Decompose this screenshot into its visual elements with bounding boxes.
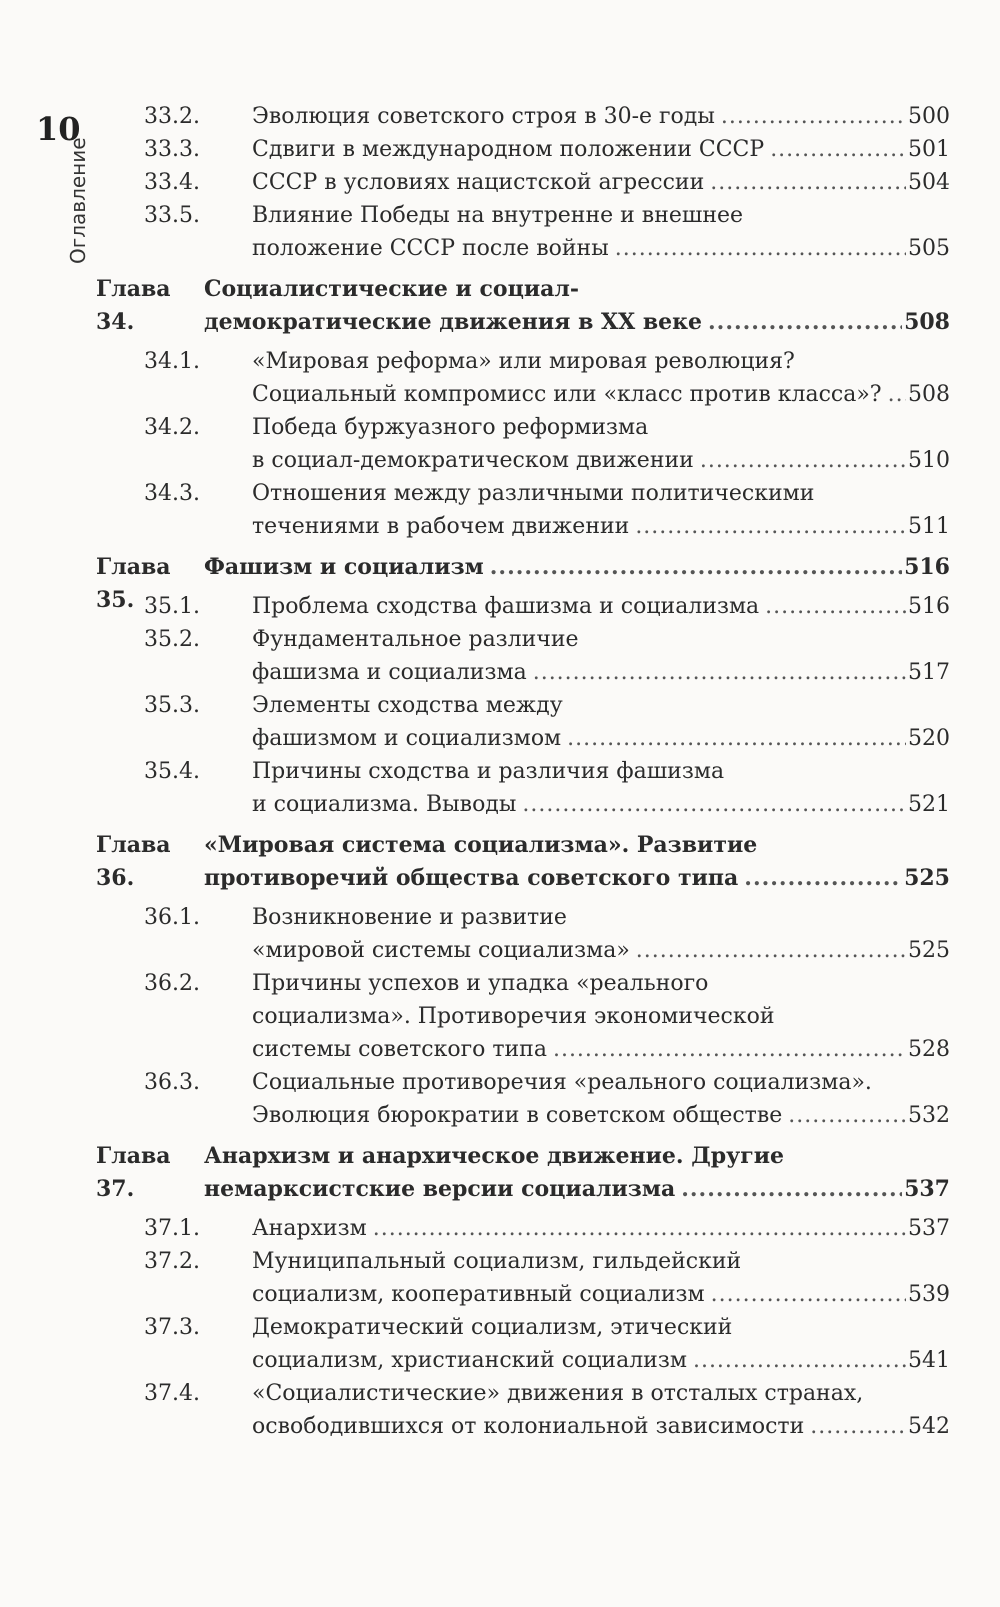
section-title: СССР в условиях нацистской агрессии (252, 170, 705, 195)
section-title: Влияние Победы на внутренне и внешнее (252, 203, 744, 228)
toc-line (96, 788, 950, 821)
toc-line (96, 1311, 950, 1344)
dot-leader (788, 1099, 906, 1132)
section-title: Причины сходства и различия фашизма (252, 759, 725, 784)
page-ref: 537 (908, 1216, 950, 1241)
section-number: 34.3. (144, 481, 200, 506)
chapter-title: демократические движения в XX веке (204, 309, 702, 335)
section-title: освободившихся от колониальной зависимости (252, 1414, 805, 1439)
section-number: 37.2. (144, 1249, 200, 1274)
toc-section-entry[interactable] (96, 1066, 950, 1132)
dot-leader (770, 133, 906, 166)
toc-section-entry[interactable] (96, 623, 950, 689)
page-ref: 511 (908, 514, 950, 539)
toc-line (96, 1410, 950, 1443)
dot-leader (490, 551, 902, 584)
toc-line (96, 477, 950, 510)
section-title: положение СССР после войны (252, 236, 609, 261)
section-title: «Социалистические» движения в отсталых странах, (252, 1381, 864, 1406)
section-title: социализм, христианский социализм (252, 1348, 687, 1373)
section-number: 36.1. (144, 905, 200, 930)
chapter-title: Социалистические и социал- (204, 276, 580, 302)
section-title: и социализма. Выводы (252, 792, 517, 817)
dot-leader (744, 862, 902, 895)
page-ref: 532 (908, 1103, 950, 1128)
section-number: 35.4. (144, 759, 200, 784)
section-number: 34.1. (144, 349, 200, 374)
page-ref: 525 (904, 865, 950, 891)
section-title: системы советского типа (252, 1037, 547, 1062)
toc-section-entry[interactable] (96, 1377, 950, 1443)
toc-line (96, 722, 950, 755)
running-head: Оглавление (66, 137, 90, 264)
section-title: Проблема сходства фашизма и социализма (252, 594, 760, 619)
toc-line (96, 590, 950, 623)
section-number: 35.1. (144, 594, 200, 619)
dot-leader (522, 788, 906, 821)
dot-leader (567, 722, 906, 755)
toc-line (96, 1066, 950, 1099)
page-ref: 542 (908, 1414, 950, 1439)
section-title: социализм, кооперативный социализм (252, 1282, 705, 1307)
toc-line (96, 345, 950, 378)
toc-chapter-entry[interactable] (96, 265, 950, 345)
section-title: Эволюция советского строя в 30-е годы (252, 104, 715, 129)
section-title: Элементы сходства между (252, 693, 563, 718)
section-title: Анархизм (252, 1216, 367, 1241)
page-ref: 510 (908, 448, 950, 473)
dot-leader (888, 378, 906, 411)
chapter-title: «Мировая система социализма». Развитие (204, 832, 758, 858)
chapter-number: Глава 34. (96, 276, 171, 335)
dot-leader (635, 510, 906, 543)
toc-section-entry[interactable] (96, 100, 950, 133)
chapter-number: Глава 36. (96, 832, 171, 891)
section-number: 35.2. (144, 627, 200, 652)
toc-section-entry[interactable] (96, 477, 950, 543)
page-ref: 521 (908, 792, 950, 817)
toc-line (96, 901, 950, 934)
chapter-title: Анархизм и анархическое движение. Другие (204, 1143, 785, 1169)
toc-line (96, 133, 950, 166)
toc-line (96, 623, 950, 656)
dot-leader (710, 166, 906, 199)
section-number: 33.2. (144, 104, 200, 129)
chapter-title: немарксистские версии социализма (204, 1176, 676, 1202)
toc-chapter-entry[interactable] (96, 821, 950, 901)
toc-line (96, 232, 950, 265)
toc-line (96, 1278, 950, 1311)
section-title: Возникновение и развитие (252, 905, 567, 930)
table-of-contents (96, 100, 950, 1443)
section-title: Победа буржуазного реформизма (252, 415, 649, 440)
page-ref: 508 (908, 382, 950, 407)
toc-line (96, 1000, 950, 1033)
toc-line (96, 934, 950, 967)
page-ref: 525 (908, 938, 950, 963)
section-number: 33.4. (144, 170, 200, 195)
toc-line (96, 967, 950, 1000)
toc-line (96, 1344, 950, 1377)
toc-section-entry[interactable] (96, 755, 950, 821)
section-title: в социал-демократическом движении (252, 448, 694, 473)
dot-leader (533, 656, 906, 689)
section-title: «мировой системы социализма» (252, 938, 630, 963)
page-ref: 539 (908, 1282, 950, 1307)
dot-leader (553, 1033, 906, 1066)
toc-line (96, 1099, 950, 1132)
section-title: Социальный компромисс или «класс против класса»? (252, 382, 882, 407)
section-number: 35.3. (144, 693, 200, 718)
toc-line (96, 199, 950, 232)
page-ref: 537 (904, 1176, 950, 1202)
toc-line (96, 1033, 950, 1066)
section-title: Причины успехов и упадка «реального (252, 971, 709, 996)
toc-section-entry[interactable] (96, 199, 950, 265)
toc-chapter-entry[interactable] (96, 1132, 950, 1212)
section-title: фашизмом и социализмом (252, 726, 562, 751)
section-title: Отношения между различными политическими (252, 481, 815, 506)
toc-section-entry[interactable] (96, 166, 950, 199)
dot-leader (711, 1278, 906, 1311)
dot-leader (700, 444, 906, 477)
page-number: 10 (36, 110, 81, 148)
section-title: фашизма и социализма (252, 660, 527, 685)
toc-line (96, 862, 950, 895)
toc-section-entry[interactable] (96, 901, 950, 967)
dot-leader (810, 1410, 906, 1443)
section-number: 37.3. (144, 1315, 200, 1340)
toc-line (96, 1377, 950, 1410)
toc-line (96, 166, 950, 199)
page-ref: 501 (908, 137, 950, 162)
toc-section-entry[interactable] (96, 590, 950, 623)
chapter-title: противоречий общества советского типа (204, 865, 739, 891)
toc-section-entry[interactable] (96, 967, 950, 1066)
toc-line (96, 755, 950, 788)
dot-leader (636, 934, 906, 967)
toc-line (96, 100, 950, 133)
section-title: Демократический социализм, этический (252, 1315, 733, 1340)
toc-line (96, 444, 950, 477)
toc-section-entry[interactable] (96, 1212, 950, 1245)
toc-line (96, 1173, 950, 1206)
toc-section-entry[interactable] (96, 133, 950, 166)
page-ref: 516 (908, 594, 950, 619)
toc-section-entry[interactable] (96, 345, 950, 411)
dot-leader (708, 306, 902, 339)
section-number: 37.1. (144, 1216, 200, 1241)
dot-leader (721, 100, 906, 133)
page-ref: 508 (904, 309, 950, 335)
page-ref: 516 (904, 554, 950, 580)
section-number: 33.3. (144, 137, 200, 162)
toc-section-entry[interactable] (96, 1311, 950, 1377)
page-ref: 504 (908, 170, 950, 195)
toc-line (96, 656, 950, 689)
toc-section-entry[interactable] (96, 1245, 950, 1311)
dot-leader (765, 590, 906, 623)
toc-section-entry[interactable] (96, 689, 950, 755)
section-number: 37.4. (144, 1381, 200, 1406)
toc-section-entry[interactable] (96, 411, 950, 477)
dot-leader (681, 1173, 902, 1206)
toc-line (96, 1212, 950, 1245)
section-title: «Мировая реформа» или мировая революция? (252, 349, 795, 374)
section-title: Социальные противоречия «реального социализма». (252, 1070, 872, 1095)
dot-leader (693, 1344, 906, 1377)
chapter-number: Глава 35. (96, 554, 171, 613)
dot-leader (373, 1212, 906, 1245)
section-title: социализма». Противоречия экономической (252, 1004, 775, 1029)
toc-line (96, 510, 950, 543)
section-number: 33.5. (144, 203, 200, 228)
chapter-title: Фашизм и социализм (204, 554, 484, 580)
chapter-number: Глава 37. (96, 1143, 171, 1202)
dot-leader (615, 232, 906, 265)
toc-line (96, 378, 950, 411)
page-ref: 541 (908, 1348, 950, 1373)
page-ref: 500 (908, 104, 950, 129)
page-ref: 505 (908, 236, 950, 261)
section-title: Муниципальный социализм, гильдейский (252, 1249, 742, 1274)
page-ref: 520 (908, 726, 950, 751)
section-title: Эволюция бюрократии в советском обществе (252, 1103, 783, 1128)
section-number: 34.2. (144, 415, 200, 440)
toc-line (96, 1245, 950, 1278)
section-title: Сдвиги в международном положении СССР (252, 137, 765, 162)
page-ref: 517 (908, 660, 950, 685)
toc-line (96, 306, 950, 339)
page-ref: 528 (908, 1037, 950, 1062)
toc-line (96, 411, 950, 444)
section-number: 36.3. (144, 1070, 200, 1095)
section-title: Фундаментальное различие (252, 627, 579, 652)
toc-line (96, 689, 950, 722)
section-title: течениями в рабочем движении (252, 514, 630, 539)
section-number: 36.2. (144, 971, 200, 996)
